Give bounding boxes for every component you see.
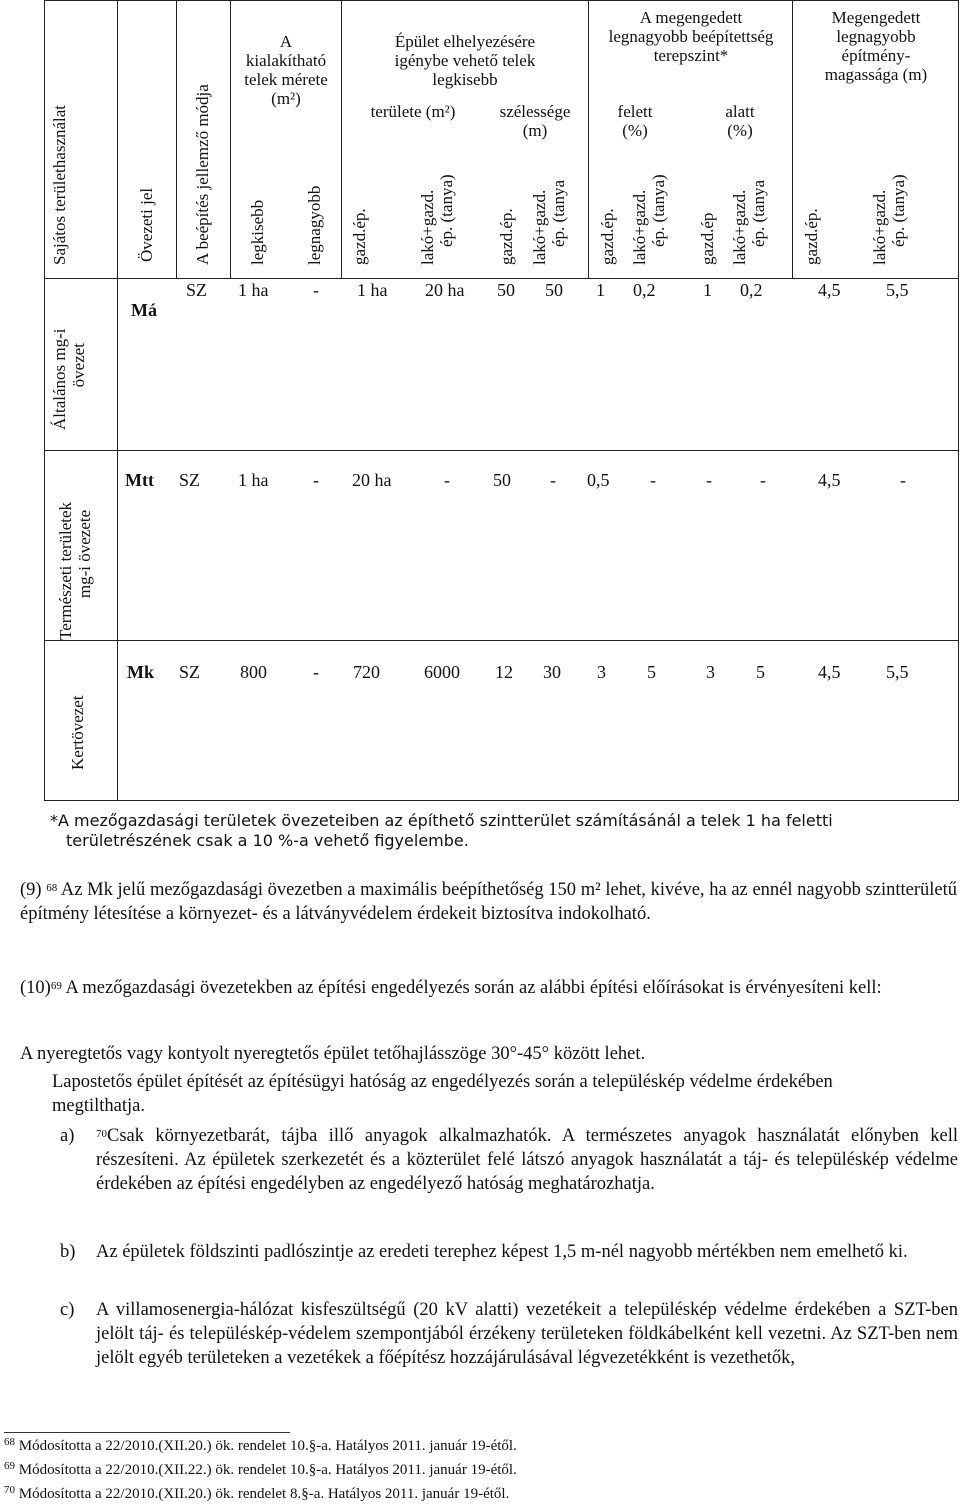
table-cell: 50 (497, 280, 515, 300)
table-footnote: *A mezőgazdasági területek övezeteiben az építhető szintterület számításánál a telek 1 ha feletti területrészének csak a 10 %-a vehető figyelembe. (50, 811, 833, 850)
header-ovezeti-jel: Övezeti jel (137, 187, 156, 262)
table-cell: 5,5 (886, 662, 909, 682)
table-cell: - (760, 470, 766, 490)
paragraph-10: $(10)^{69}$ A mezőgazdasági övezetekben az építési engedélyezés során az alábbi építési előírásokat is érvényesíteni kell: (20, 978, 882, 998)
table-border (44, 800, 959, 801)
table-cell: 1 (703, 280, 712, 300)
row-category: Kertövezet (68, 695, 87, 770)
table-cell: 3 (706, 662, 715, 682)
item-label: a) (60, 1126, 75, 1146)
header-terulete: területe (m²) (370, 102, 456, 121)
header-epulet: Épület elhelyezésére igénybe vehető telek legkisebb (394, 32, 536, 89)
subheader-gazd: gazd.ép. (802, 208, 821, 265)
paragraph-9: (9) $^{68}$ Az Mk jelű mezőgazdasági övezetben a maximális beépíthetőség 150 m² lehet, kivéve, ha az ennél nagyobb szintterületű építmény létesítése a környezet- és a látványvédelem érdekeit biztosítva indokolható. (20, 880, 958, 924)
footnote-70: $^{70}$ Módosította a 22/2010.(XII.20.) ök. rendelet 8.§-a. Hatályos 2011. január 19-étől. (4, 1484, 510, 1502)
table-border (230, 0, 231, 278)
table-border (176, 0, 177, 278)
subheader-lako: lakó+gazd. ép. (tanya) (870, 174, 908, 265)
table-cell: - (900, 470, 906, 490)
table-cell: SZ (179, 470, 201, 490)
subheader-gazd: gazd.ép. (350, 208, 369, 265)
table-cell: 800 (240, 662, 267, 682)
zone-code: Mtt (125, 470, 154, 490)
subheader-gazd: gazd.ép. (598, 208, 617, 265)
table-cell: 12 (495, 662, 513, 682)
table-border (44, 278, 959, 279)
roof-rule: A nyeregtetős vagy kontyolt nyeregtetős épület tetőhajlásszöge 30°-45° között lehet. (20, 1044, 646, 1064)
table-cell: - (444, 470, 450, 490)
header-telek-meret: A kialakítható telek mérete (m²) (244, 32, 328, 108)
header-telek-legkisebb: legkisebb (248, 199, 267, 265)
item-b: Az épületek földszinti padlószintje az eredeti terephez képest 1,5 m-nél nagyobb mértékben nem emelhető ki. (96, 1242, 908, 1262)
subheader-lako: lakó+gazd. ép. (tanya) (418, 174, 456, 265)
zone-code: Má (131, 300, 157, 320)
table-border (44, 0, 45, 800)
item-c: A villamosenergia-hálózat kisfeszültségű (20 kV alatti) vezetékeit a településkép védelme érdekében a SZT-ben jelölt táj- és településkép-védelem szempontjából érzékeny területeken földkábelként kell vezetni. Az SZT-ben nem jelölt egyéb területeken a vezetékek a főépítész hozzájárulásával légvezetékként is vezethetők, (96, 1300, 958, 1368)
table-cell: 5,5 (886, 280, 909, 300)
table-cell: 6000 (424, 662, 460, 682)
header-telek-legnagyobb: legnagyobb (305, 185, 324, 265)
table-cell: SZ (179, 662, 201, 682)
table-cell: 4,5 (818, 662, 841, 682)
table-cell: 20 ha (352, 470, 392, 490)
table-cell: SZ (186, 280, 208, 300)
table-border (44, 640, 959, 641)
table-cell: 4,5 (818, 280, 841, 300)
header-beepitettseg: A megengedett legnagyobb beépítettség terepszint* (608, 8, 774, 65)
header-szelessege: szélessége (m) (499, 102, 571, 140)
subheader-gazd: gazd.ép (698, 212, 717, 265)
subheader-lako: lakó+gazd. ép. (tanya (730, 179, 768, 265)
item-label: c) (60, 1300, 75, 1320)
table-border (44, 0, 959, 1)
table-border (341, 0, 342, 278)
table-cell: - (313, 280, 319, 300)
table-cell: 5 (647, 662, 656, 682)
footnote-69: $^{69}$ Módosította a 22/2010.(XII.22.) ök. rendelet 10.§-a. Hatályos 2011. január 19-étől. (4, 1460, 517, 1478)
header-beepites-mod: A beépítés jellemző módja (193, 84, 212, 265)
subheader-lako: lakó+gazd. ép. (tanya) (630, 174, 668, 265)
subheader-gazd: gazd.ép. (497, 208, 516, 265)
subheader-lako: lakó+gazd. ép. (tanya (530, 179, 568, 265)
table-cell: 4,5 (818, 470, 841, 490)
item-label: b) (60, 1242, 76, 1262)
table-cell: 1 ha (238, 470, 269, 490)
table-cell: 720 (353, 662, 380, 682)
item-a: $^{70}$Csak környezetbarát, tájba illő anyagok alkalmazhatók. A természetes anyagok használatát előnyben kell részesíteni. Az épületek szerkezetét és a közterület felé látszó anyagok használatát a táj- és településkép védelme érdekében az építési engedélyben az engedélyező hatóság meghatározhatja. (96, 1126, 958, 1194)
table-border (117, 0, 118, 800)
table-cell: - (706, 470, 712, 490)
table-border (588, 0, 589, 278)
table-cell: 50 (493, 470, 511, 490)
table-cell: 50 (545, 280, 563, 300)
table-cell: 20 ha (425, 280, 465, 300)
footnote-separator (4, 1432, 290, 1433)
header-magassag: Megengedett legnagyobb építmény- magassága (m) (824, 8, 928, 84)
header-alatt: alatt (%) (725, 102, 755, 140)
table-cell: 1 (596, 280, 605, 300)
table-cell: 1 ha (357, 280, 388, 300)
table-border (792, 0, 793, 278)
table-cell: - (550, 470, 556, 490)
table-cell: 0,2 (740, 280, 763, 300)
table-cell: 3 (597, 662, 606, 682)
footnote-68: $^{68}$ Módosította a 22/2010.(XII.20.) ök. rendelet 10.§-a. Hatályos 2011. január 19-étől. (4, 1436, 517, 1454)
table-cell: 0,2 (633, 280, 656, 300)
flatroof-rule: Lapostetős épület építését az építésügyi hatóság az engedélyezés során a településkép védelme érdekében megtilthatja. (52, 1072, 833, 1116)
table-cell: 0,5 (587, 470, 610, 490)
header-sajatos: Sajátos területhasználat (50, 104, 69, 265)
table-cell: - (313, 662, 319, 682)
zone-code: Mk (127, 662, 154, 682)
row-category: Természeti területek mg-i övezete (56, 501, 94, 640)
table-cell: 1 ha (238, 280, 269, 300)
row-category: Általános mg-i övezet (50, 328, 88, 430)
header-felett: felett (%) (617, 102, 653, 140)
table-cell: 5 (756, 662, 765, 682)
table-cell: 30 (543, 662, 561, 682)
table-border (44, 450, 959, 451)
table-border (958, 0, 959, 800)
table-cell: - (313, 470, 319, 490)
table-cell: - (650, 470, 656, 490)
